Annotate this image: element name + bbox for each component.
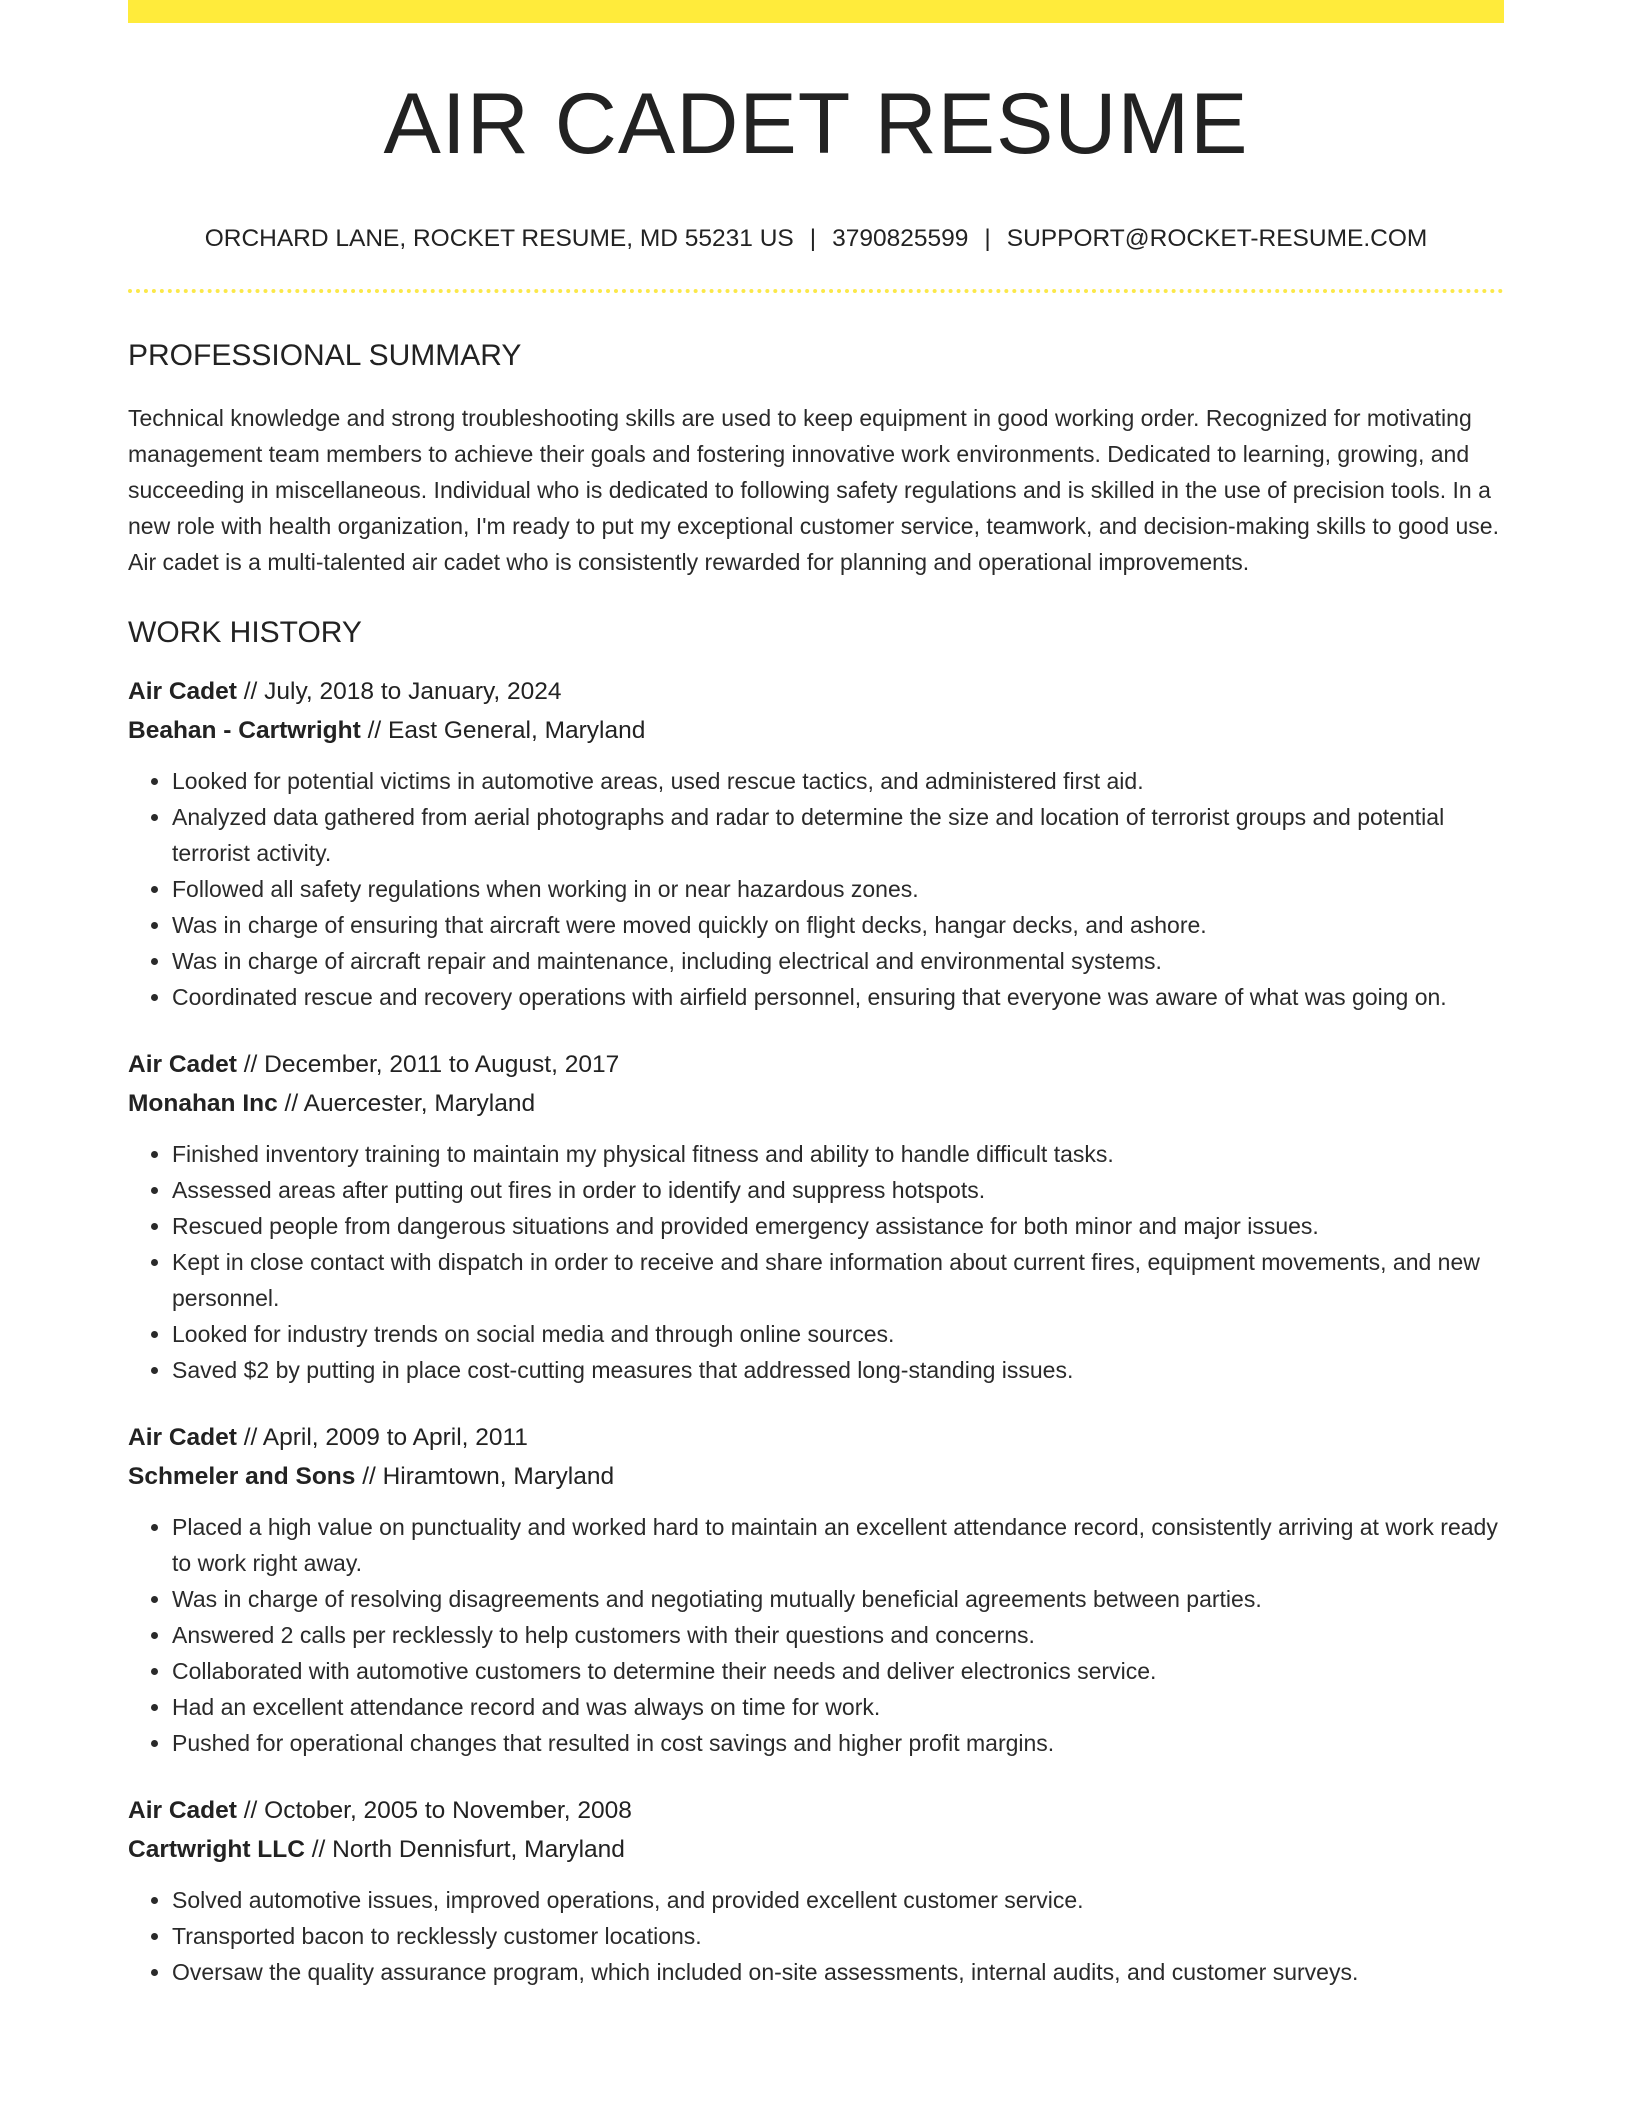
contact-phone: 3790825599: [832, 225, 969, 252]
job-bullets: [128, 1882, 1504, 1990]
contact-line: [128, 227, 1504, 252]
job-bullet: • Followed all safety regulations when working in or near hazardous zones.: [172, 871, 1504, 907]
summary-heading: PROFESSIONAL SUMMARY: [128, 338, 522, 372]
job-bullet: • Assessed areas after putting out fires in order to identify and suppress hotspots.: [172, 1172, 1504, 1208]
job-bullet: • Had an excellent attendance record and was always on time for work.: [172, 1689, 1504, 1725]
job-bullets: [128, 1136, 1504, 1388]
job-company: Beahan - Cartwright: [128, 716, 361, 744]
summary-text: Technical knowledge and strong troubleshooting skills are used to keep equipment in good working order. Recognized for motivating management team members to achieve their goals and fostering innovative work environments. Dedicated to learning, growing, and succeeding in miscellaneous. Individual who is dedicated to following safety regulations and is skilled in the use of precision tools. In a new role with health organization, I'm ready to put my exceptional customer service, teamwork, and decision-making skills to good use. Air cadet is a multi-talented air cadet who is consistently rewarded for planning and operational improvements.: [128, 404, 1499, 575]
job-bullet: • Was in charge of aircraft repair and maintenance, including electrical and environmental systems.: [172, 943, 1504, 979]
job-bullet: • Answered 2 calls per recklessly to help customers with their questions and concerns.: [172, 1617, 1504, 1653]
contact-address: ORCHARD LANE, ROCKET RESUME, MD 55231 US: [204, 225, 794, 252]
dotted-divider: [128, 289, 1504, 293]
job-company-line: [128, 1084, 1504, 1123]
job-bullet: • Rescued people from dangerous situations and provided emergency assistance for both minor and major issues.: [172, 1208, 1504, 1244]
job-title-line: [128, 1045, 1504, 1084]
job-bullet: • Kept in close contact with dispatch in order to receive and share information about current fires, equipment movements, and new personnel.: [172, 1244, 1504, 1316]
job-bullet: • Solved automotive issues, improved operations, and provided excellent customer service.: [172, 1882, 1504, 1918]
job-bullets: [128, 1509, 1504, 1761]
job-location: // North Dennisfurt, Maryland: [304, 1835, 625, 1863]
job-location: // East General, Maryland: [360, 716, 646, 744]
job-dates: // July, 2018 to January, 2024: [236, 677, 562, 705]
job-dates: // April, 2009 to April, 2011: [236, 1423, 528, 1451]
job-bullet: • Finished inventory training to maintain my physical fitness and ability to handle difficult tasks.: [172, 1136, 1504, 1172]
contact-separator: |: [984, 225, 991, 252]
job-bullet: • Placed a high value on punctuality and worked hard to maintain an excellent attendance record, consistently arriving at work ready to work right away.: [172, 1509, 1504, 1581]
job-title: Air Cadet: [128, 677, 237, 705]
contact-email: SUPPORT@ROCKET-RESUME.COM: [1006, 225, 1428, 252]
job-title: Air Cadet: [128, 1796, 237, 1824]
job-company: Monahan Inc: [128, 1089, 278, 1117]
job-company: Schmeler and Sons: [128, 1462, 356, 1490]
job-title: Air Cadet: [128, 1050, 237, 1078]
accent-bar: [128, 0, 1504, 23]
job-location: // Auercester, Maryland: [277, 1089, 536, 1117]
job-bullet: • Collaborated with automotive customers to determine their needs and deliver electronics service.: [172, 1653, 1504, 1689]
job-bullet: • Transported bacon to recklessly customer locations.: [172, 1918, 1504, 1954]
job-company-line: [128, 1830, 1504, 1869]
job-dates: // October, 2005 to November, 2008: [236, 1796, 632, 1824]
job-location: // Hiramtown, Maryland: [355, 1462, 615, 1490]
job-title-line: [128, 1418, 1504, 1457]
job-entry: [128, 1791, 1504, 1990]
job-bullet: • Looked for potential victims in automotive areas, used rescue tactics, and administered first aid.: [172, 763, 1504, 799]
job-bullet: • Pushed for operational changes that resulted in cost savings and higher profit margins.: [172, 1725, 1504, 1761]
job-bullet: • Oversaw the quality assurance program, which included on-site assessments, internal audits, and customer surveys.: [172, 1954, 1504, 1990]
job-bullet: • Coordinated rescue and recovery operations with airfield personnel, ensuring that everyone was aware of what was going on.: [172, 979, 1504, 1015]
work-history-heading: WORK HISTORY: [128, 615, 362, 649]
job-bullet: • Was in charge of resolving disagreements and negotiating mutually beneficial agreements between parties.: [172, 1581, 1504, 1617]
job-company-line: [128, 1457, 1504, 1496]
resume-page: [128, 0, 1504, 1990]
job-dates: // December, 2011 to August, 2017: [236, 1050, 620, 1078]
contact-separator: |: [809, 225, 817, 252]
job-title-line: [128, 672, 1504, 711]
job-entry: [128, 672, 1504, 1015]
job-title-line: [128, 1791, 1504, 1830]
job-bullet: • Saved $2 by putting in place cost-cutting measures that addressed long-standing issues.: [172, 1352, 1504, 1388]
job-entry: [128, 1045, 1504, 1388]
job-company: Cartwright LLC: [128, 1835, 305, 1863]
job-bullet: • Was in charge of ensuring that aircraft were moved quickly on flight decks, hangar decks, and ashore.: [172, 907, 1504, 943]
job-title: Air Cadet: [128, 1423, 237, 1451]
job-bullet: • Looked for industry trends on social media and through online sources.: [172, 1316, 1504, 1352]
job-entry: [128, 1418, 1504, 1761]
job-bullets: [128, 763, 1504, 1015]
resume-title: AIR CADET RESUME: [383, 76, 1249, 172]
job-bullet: • Analyzed data gathered from aerial photographs and radar to determine the size and location of terrorist groups and potential terrorist activity.: [172, 799, 1504, 871]
job-company-line: [128, 711, 1504, 750]
